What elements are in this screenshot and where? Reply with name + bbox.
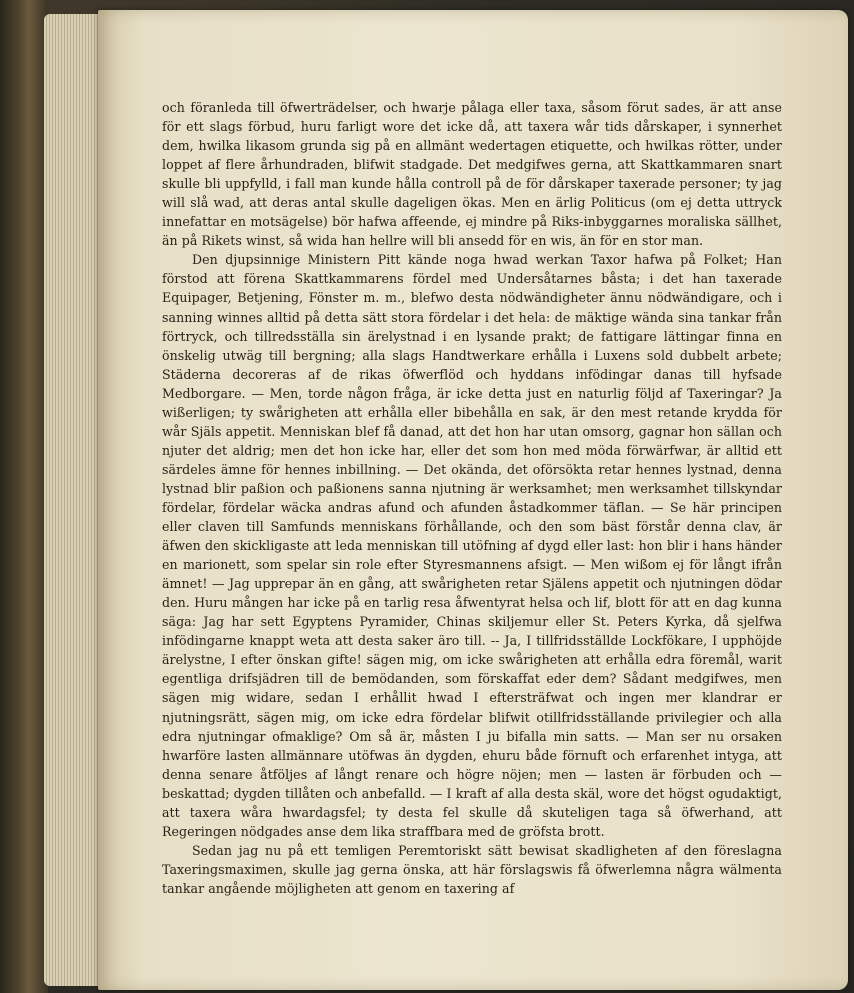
paragraph-1: och föranleda till öfwerträdelser, och hwarje pålaga eller taxa, såsom förut sades, är att anse för ett slags förbud, huru farligt wore det icke då, att taxera wår tids dårskaper, i synnerhet dem, hwilka likasom grunda sig på en allmänt wedertagen etiquette, och hwilkas rötter, under loppet af flere århundraden, blifwit stadgade. Det medgifwes gerna, att Skattkammaren snart skulle bli uppfylld, i fall man kunde hålla controll på de för dårskaper taxerade personer; ty jag will slå wad, att deras antal skulle dageligen ökas. Men en ärlig Politicus (om ej detta uttryck innefattar en motsägelse) bör hafwa affeende, ej mindre på Riks-inbyggarnes moraliska sällhet, än på Rikets winst, så wida han hellre will bli ansedd för en wis, än för en stor man. [162, 100, 782, 249]
paragraph-2: Den djupsinnige Ministern Pitt kände noga hwad werkan Taxor hafwa på Folket; Han förstod att förena Skattkammarens fördel med Undersåtarnes båsta; i det han taxerade Equipager, Betjening, Fönster m. m., blefwo desta nödwändigheter ännu nödwändigare, och i sanning winnes alltid på detta sätt stora fördelar i det hela: de mäktige wända sina tankar från förtryck, och tillredsställa sin ärelystnad i en lysande prakt; de fattigare lättingar finna en önskelig utwäg till bergning; alla slags Handtwerkare erhålla i Luxens sold dubbelt arbete; Städerna decoreras af de rikas öfwerflöd och hyddans infödingar danas till hyfsade Medborgare. — Men, torde någon fråga, är icke detta just en naturlig följd af Taxeringar? Ja wißerligen; ty swårigheten att erhålla eller bibehålla en sak, är den mest retande krydda för wår Själs appetit. Menniskan blef få danad, att det hon har utan omsorg, gagnar hon sällan och njuter det aldrig; men det hon icke har, eller det som hon med möda förwärfwar, är alltid ett särdeles ämne för hennes inbillning. — Det okända, det oförsökta retar hennes lystnad, denna lystnad blir paßion och paßionens sanna njutning är werksamhet; men werksamhet tillskyndar fördelar, fördelar wäcka andras afund och afunden åstadkommer täflan. — Se här principen eller claven till Samfunds menniskans förhållande, och den som bäst förstår denna clav, är äfwen den skickligaste att leda menniskan till utöfning af dygd eller last: hon blir i hans händer en marionett, som spelar sin role efter Styresmannens afsigt. — Men wißom ej för långt ifrån ämnet! — Jag upprepar än en gång, att swårigheten retar Själens appetit och njutningen dödar den. Huru mången har icke på en tarlig resa åfwentyrat helsa och lif, blott för att en dag kunna säga: Jag har sett Egyptens Pyramider, Chinas skiljemur eller St. Peters Kyrka, då sjelfwa infödingarne knappt weta att desta saker äro till. -- Ja, I tillfridsställde Lockfökare, I upphöjde ärelystne, I efter önskan gifte! sägen mig, om icke swårigheten att erhålla edra föremål, warit egentliga drifsjädren till de bemödanden, som förskaffat eder dem? Sådant medgifwes, men sägen mig widare, sedan I erhållit hwad I eftersträfwat och ingen mer klandrar er njutningsrätt, sägen mig, om icke edra fördelar blifwit otillfridsställande privilegier och alla edra njutningar ofmaklige? Om så är, måsten I ju bifalla min satts. — Man ser nu orsaken hwarföre lasten allmännare utöfwas än dygden, ehuru både förnuft och erfarenhet intyga, att denna senare åtföljes af långt renare och högre nöjen; men — lasten är förbuden och — beskattad; dygden tillåten och anbefalld. — I kraft af alla desta skäl, wore det högst ogudaktigt, att taxera wåra hwardagsfel; ty desta fel skulle då skuteligen taga så öfwerhand, att Regeringen nödgades anse dem lika straffbara med de gröfsta brott. [162, 252, 782, 839]
book-page [98, 10, 848, 990]
book-binding [0, 0, 48, 993]
body-text [162, 98, 782, 938]
paragraph-3: Sedan jag nu på ett temligen Peremtoriskt sätt bewisat skadligheten af den föreslagna Taxeringsmaximen, skulle jag gerna önska, att här förslagswis få öfwerlemna några wälmenta tankar angående möjligheten att genom en taxering af [162, 842, 782, 896]
page-edges [44, 14, 104, 986]
